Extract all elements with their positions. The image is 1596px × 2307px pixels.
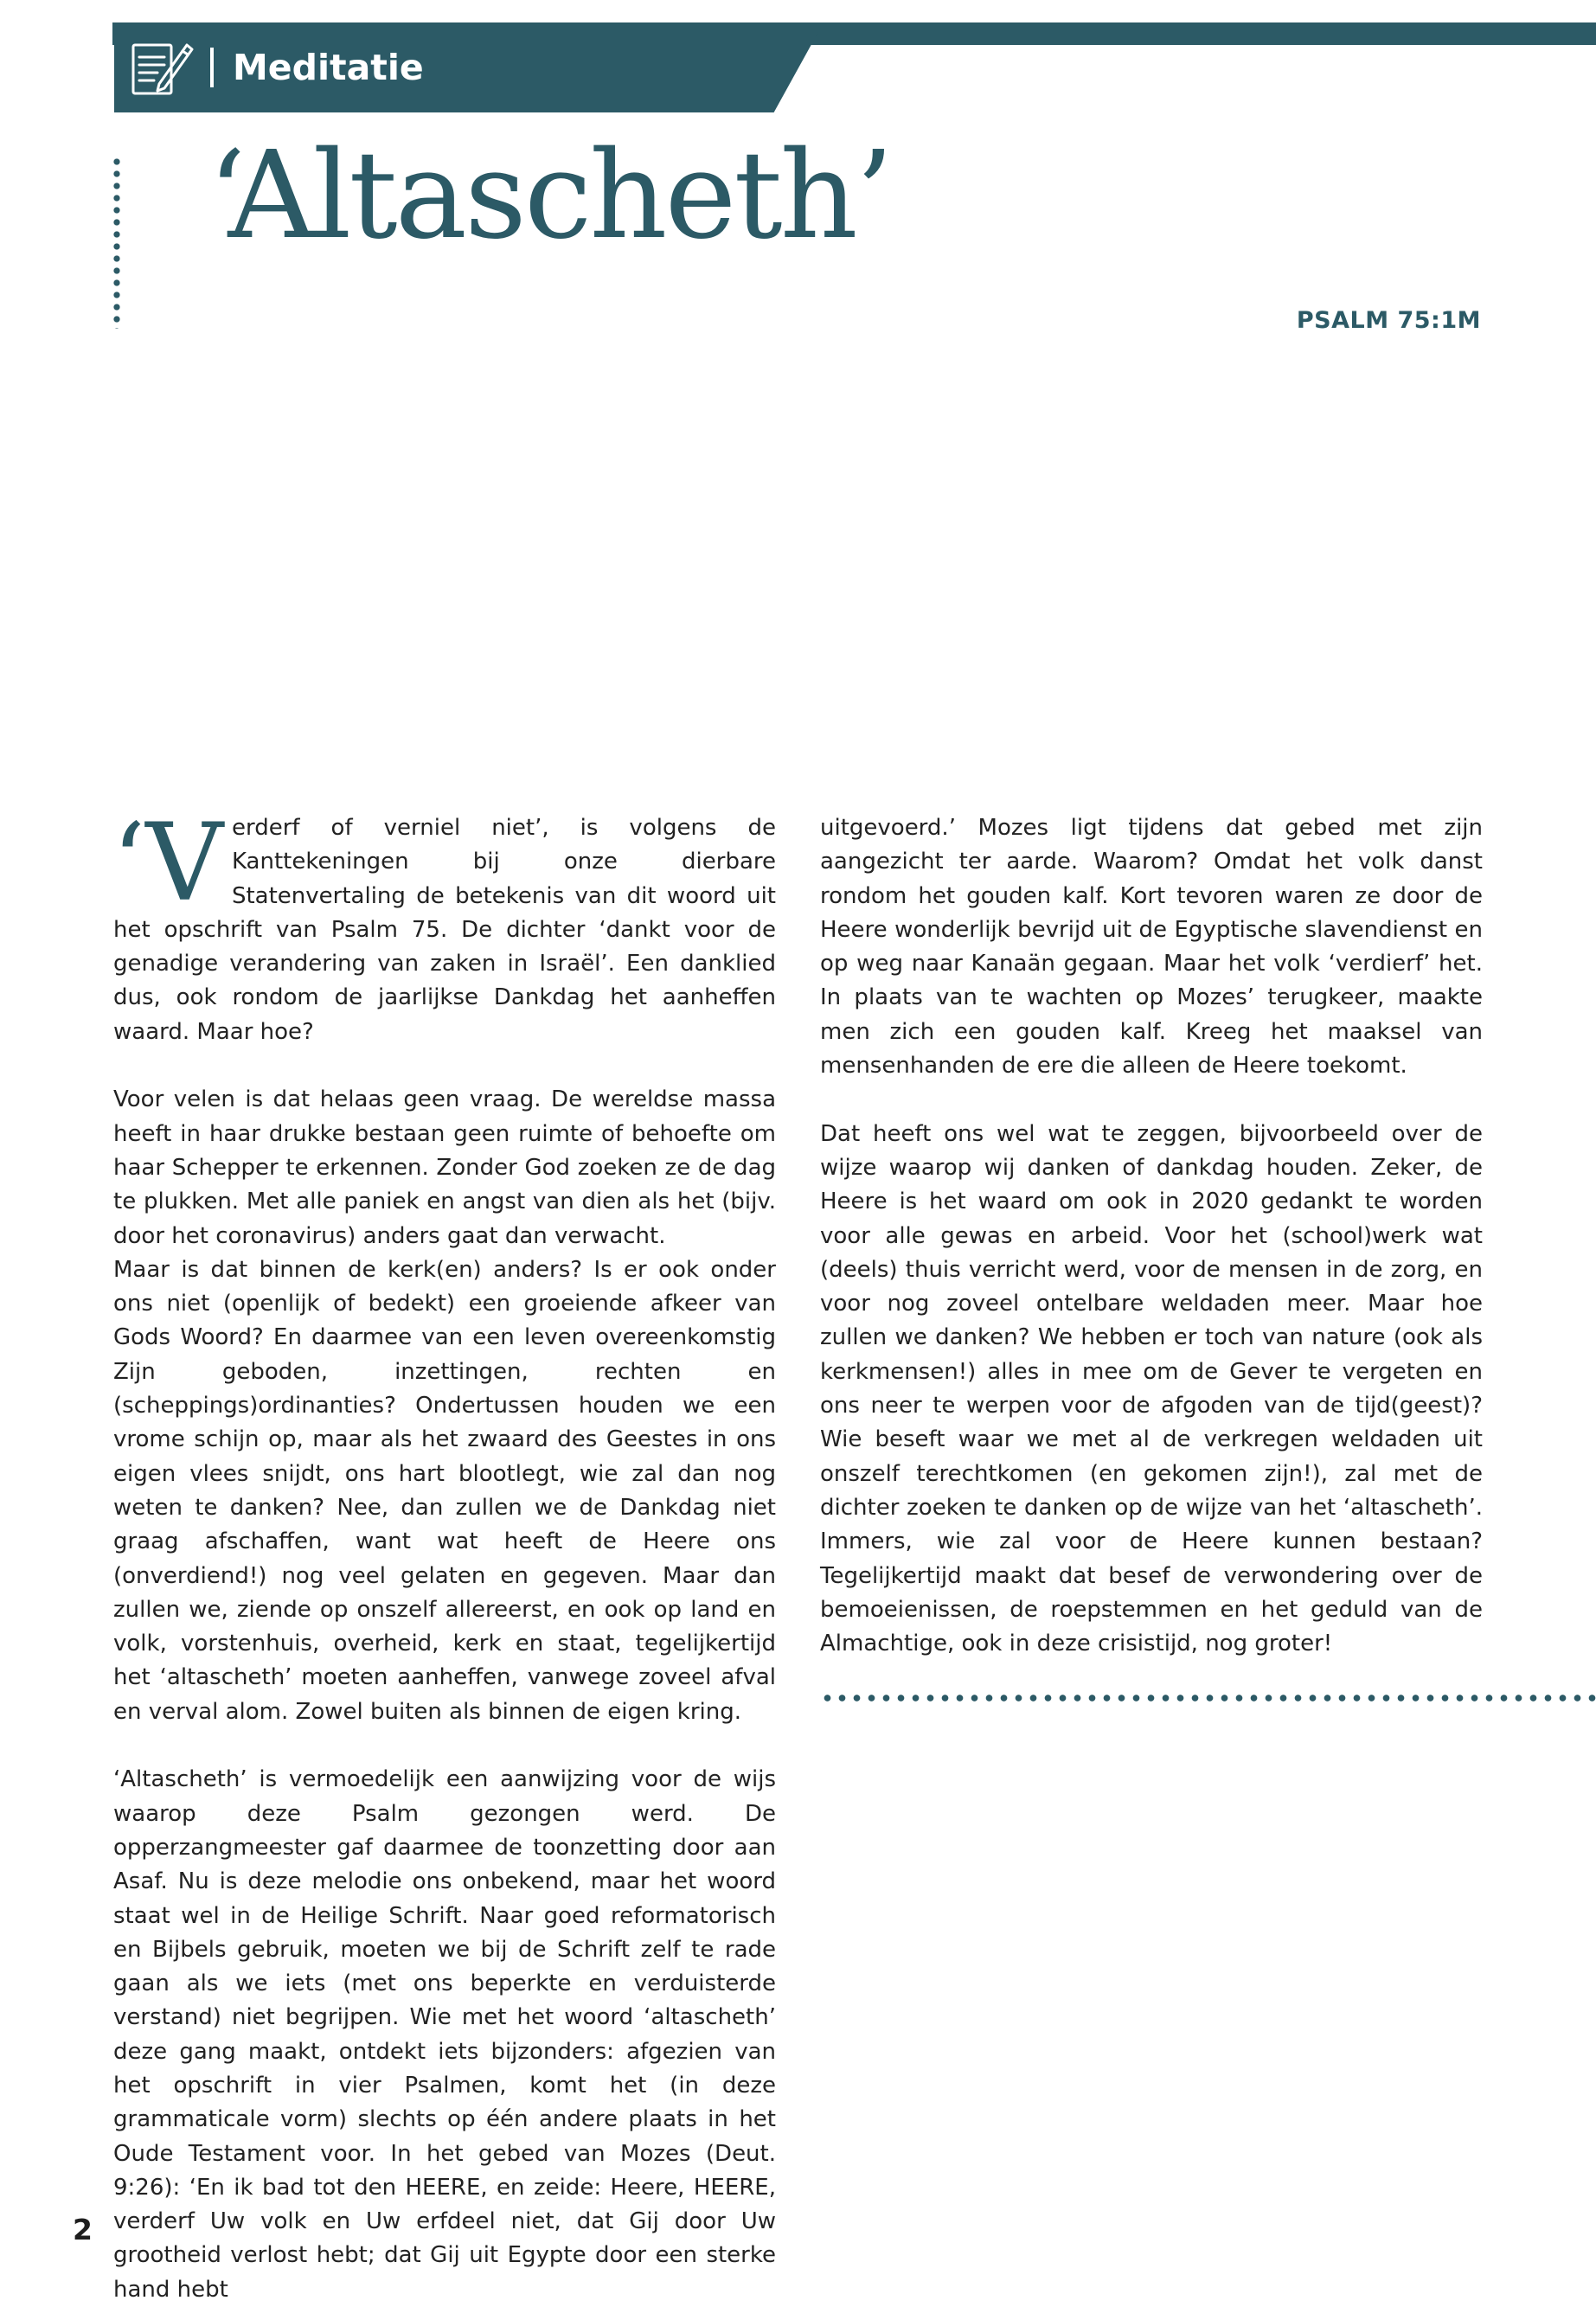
page-number: 2 xyxy=(73,2213,93,2246)
drop-cap: ‘V xyxy=(112,801,223,926)
paragraph: Dat heeft ons wel wat te zeggen, bijvoorbeeld over de wijze waarop wij danken of dankdag houden. Zeker, de Heere is het waard om ook in 2020 gedankt te worden voor alle gewas en arbeid. Voor het (school)werk wat (deels) thuis verricht werd, voor de mensen in de zorg, en voor nog zoveel ontelbare weldaden meer. Maar hoe zullen we danken? We hebben er toch van nature (ook als kerkmensen!) alles in mee om de Gever te vergeten en ons neer te werpen voor de afgoden van de tijd(geest)? Wie beseft waar we met al de verkregen weldaden uit onszelf terechtkomen (en gekomen zijn!), zal met de dichter zoeken te danken op de wijze van het ‘altascheth’. Immers, wie zal voor de Heere kunnen bestaan? Tegelijkertijd maakt dat besef de verwondering over de bemoeienissen, de roepstemmen en het geduld van de Almachtige, ook in deze crisistijd, nog groter! xyxy=(820,1120,1483,1657)
vertical-dotted-rule xyxy=(112,156,121,329)
horizontal-dotted-rule xyxy=(820,1693,1596,1703)
left-column xyxy=(112,801,776,2307)
paragraph: Maar is dat binnen de kerk(en) anders? Is er ook onder ons niet (openlijk of bedekt) een groeiende afkeer van Gods Woord? En daarmee van een leven overeenkomstig Zijn geboden, inzettingen, rechten en (scheppings)ordinanties? Ondertussen houden we een vrome schijn op, maar als het zwaard des Geestes in ons eigen vlees snijdt, ons hart blootlegt, wie zal dan nog weten te danken? Nee, dan zullen we de Dankdag niet graag afschaffen, want wat heeft de Heere ons (onverdiend!) nog veel gelaten en gegeven. Maar dan zullen we, ziende op onszelf allereerst, en ook op land en volk, vorstenhuis, overheid, kerk en staat, tegelijkertijd het ‘altascheth’ moeten aanheffen, vanwege zoveel afval en verval alom. Zowel buiten als binnen de eigen kring. xyxy=(113,1256,776,1725)
paragraph: Voor velen is dat helaas geen vraag. De wereldse massa heeft in haar drukke bestaan geen ruimte of behoefte om haar Schepper te erkennen. Zonder God zoeken ze de dag te plukken. Met alle paniek en angst van dien als het (bijv. door het coronavirus) anders gaat dan verwacht. xyxy=(113,1086,776,1249)
section-label xyxy=(210,42,424,93)
right-column xyxy=(820,811,1483,1661)
paragraph xyxy=(112,801,776,1049)
writing-pen-icon xyxy=(128,36,195,99)
article-title: ‘Altascheth’ xyxy=(208,125,892,266)
section-divider xyxy=(210,48,214,87)
paragraph-text: erderf of verniel niet’, is volgens de Kanttekeningen bij onze dierbare Statenvertaling de betekenis van dit woord uit het opschrift van Psalm 75. De dichter ‘dankt voor de genadige verandering van zaken in Israël’. Een danklied dus, ook rondom de jaarlijkse Dankdag het aanheffen waard. Maar hoe? xyxy=(113,815,776,1045)
paragraph: uitgevoerd.’ Mozes ligt tijdens dat gebed met zijn aangezicht ter aarde. Waarom? Omdat het volk danst rondom het gouden kalf. Kort tevoren waren ze door de Heere wonderlijk bevrijd uit de Egyptische slavendienst en op weg naar Kanaän gegaan. Maar het volk ‘verdierf’ het. In plaats van te wachten op Mozes’ terugkeer, maakte men zich een gouden kalf. Kreeg het maaksel van mensenhanden de ere die alleen de Heere toekomt. xyxy=(820,815,1483,1080)
scripture-reference: PSALM 75:1M xyxy=(1296,307,1481,334)
paragraph: ‘Altascheth’ is vermoedelijk een aanwijzing voor de wijs waarop deze Psalm gezongen werd. De opperzangmeester gaf daarmee de toonzetting door aan Asaf. Nu is deze melodie ons onbekend, maar het woord staat wel in de Heilige Schrift. Naar goed reformatorisch en Bijbels gebruik, moeten we bij de Schrift zelf te rade gaan als we iets (met ons beperkte en verduisterde verstand) niet begrijpen. Wie met het woord ‘altascheth’ deze gang maakt, ontdekt iets bijzonders: afgezien van het opschrift in vier Psalmen, komt het (in deze grammaticale vorm) slechts op één andere plaats in het Oude Testament voor. In het gebed van Mozes (Deut. 9:26): ‘En ik bad tot den HEERE, en zeide: Heere, HEERE, verderf Uw volk en Uw erfdeel niet, dat Gij door Uw grootheid verlost hebt; dat Gij uit Egypte door een sterke hand hebt xyxy=(113,1766,776,2303)
section-label-text: Meditatie xyxy=(233,47,424,88)
